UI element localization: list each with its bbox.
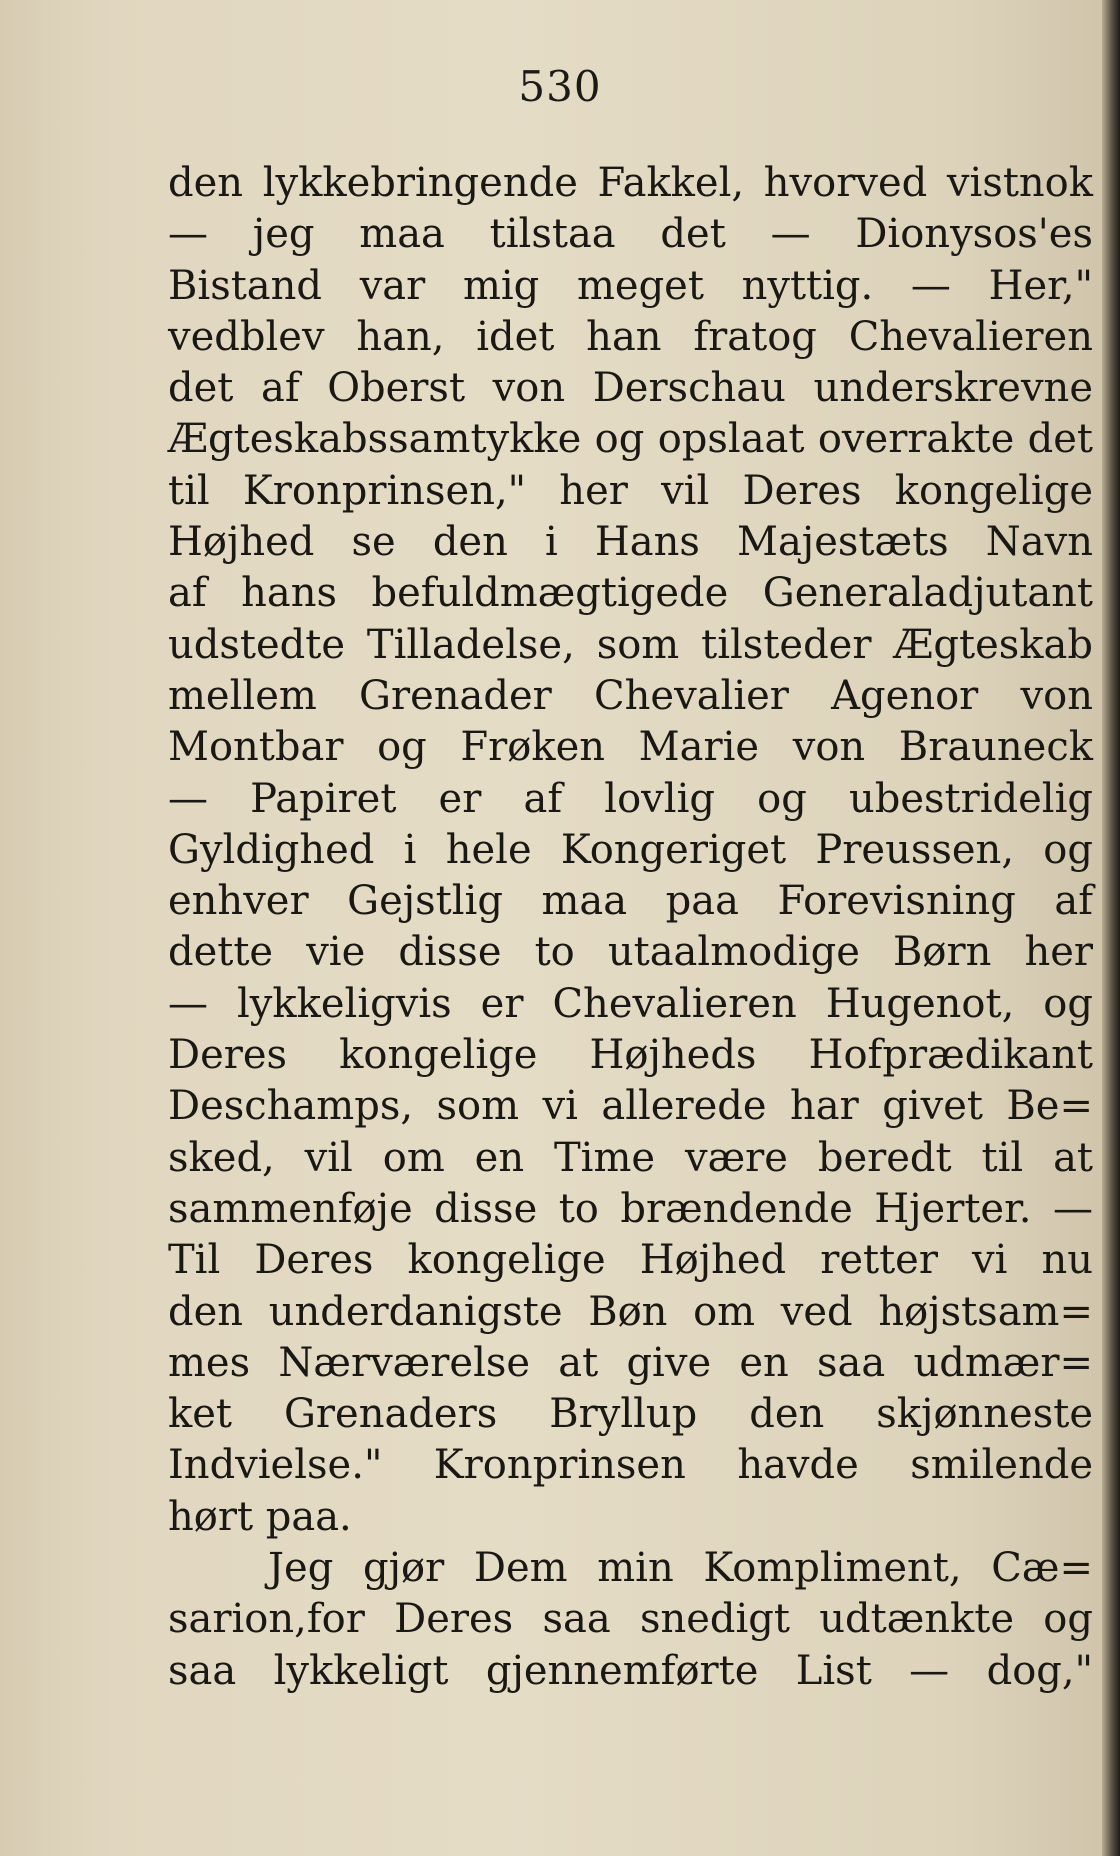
book-spine-edge <box>1102 0 1120 1856</box>
text-line: Deres kongelige Højheds Hofprædikant <box>168 1032 1093 1079</box>
text-line: det af Oberst von Derschau underskrevne <box>168 365 1093 412</box>
text-line: — lykkeligvis er Chevalieren Hugenot, og <box>168 980 1093 1027</box>
text-line: Gyldighed i hele Kongeriget Preussen, og <box>168 826 1093 873</box>
text-line: vedblev han, idet han fratog Chevalieren <box>168 313 1093 360</box>
text-line: Montbar og Frøken Marie von Brauneck <box>168 724 1093 771</box>
text-line: den underdanigste Bøn om ved højstsam= <box>168 1288 1093 1335</box>
text-line: — jeg maa tilstaa det — Dionysos'es <box>168 211 1093 258</box>
text-line: Indvielse." Kronprinsen havde smilende <box>168 1442 1093 1489</box>
text-line: af hans befuldmægtigede Generaladjutant <box>168 570 1093 617</box>
text-line: udstedte Tilladelse, som tilsteder Ægteskab <box>168 621 1093 668</box>
text-line: Højhed se den i Hans Majestæts Navn <box>168 519 1093 566</box>
text-line: mellem Grenader Chevalier Agenor von <box>168 672 1093 719</box>
text-line: saa lykkeligt gjennemførte List — dog," <box>168 1647 1093 1694</box>
text-line: mes Nærværelse at give en saa udmær= <box>168 1339 1093 1386</box>
text-line: Bistand var mig meget nyttig. — Her," <box>168 262 1093 309</box>
text-line: dette vie disse to utaalmodige Børn her <box>168 929 1093 976</box>
text-line: enhver Gejstlig maa paa Forevisning af <box>168 878 1093 925</box>
text-line: — Papiret er af lovlig og ubestridelig <box>168 775 1093 822</box>
text-line: Ægteskabssamtykke og opslaat overrakte det <box>168 416 1093 463</box>
text-line: til Kronprinsen," her vil Deres kongelige <box>168 467 1093 514</box>
text-line: den lykkebringende Fakkel, hvorved vistnok <box>168 160 1093 206</box>
text-line: Til Deres kongelige Højhed retter vi nu <box>168 1237 1093 1284</box>
text-line: sked, vil om en Time være beredt til at <box>168 1134 1093 1181</box>
text-line: Deschamps, som vi allerede har givet Be= <box>168 1083 1093 1130</box>
text-line: sammenføje disse to brændende Hjerter. — <box>168 1185 1093 1232</box>
paragraph-end-line: hørt paa. <box>168 1493 352 1540</box>
text-line: ket Grenaders Bryllup den skjønneste <box>168 1391 1093 1438</box>
body-text <box>168 158 1093 1697</box>
text-line: sarion,for Deres saa snedigt udtænkte og <box>168 1596 1093 1643</box>
page-number: 530 <box>518 62 602 111</box>
paragraph-start-line: Jeg gjør Dem min Kompliment, Cæ= <box>268 1545 1093 1592</box>
